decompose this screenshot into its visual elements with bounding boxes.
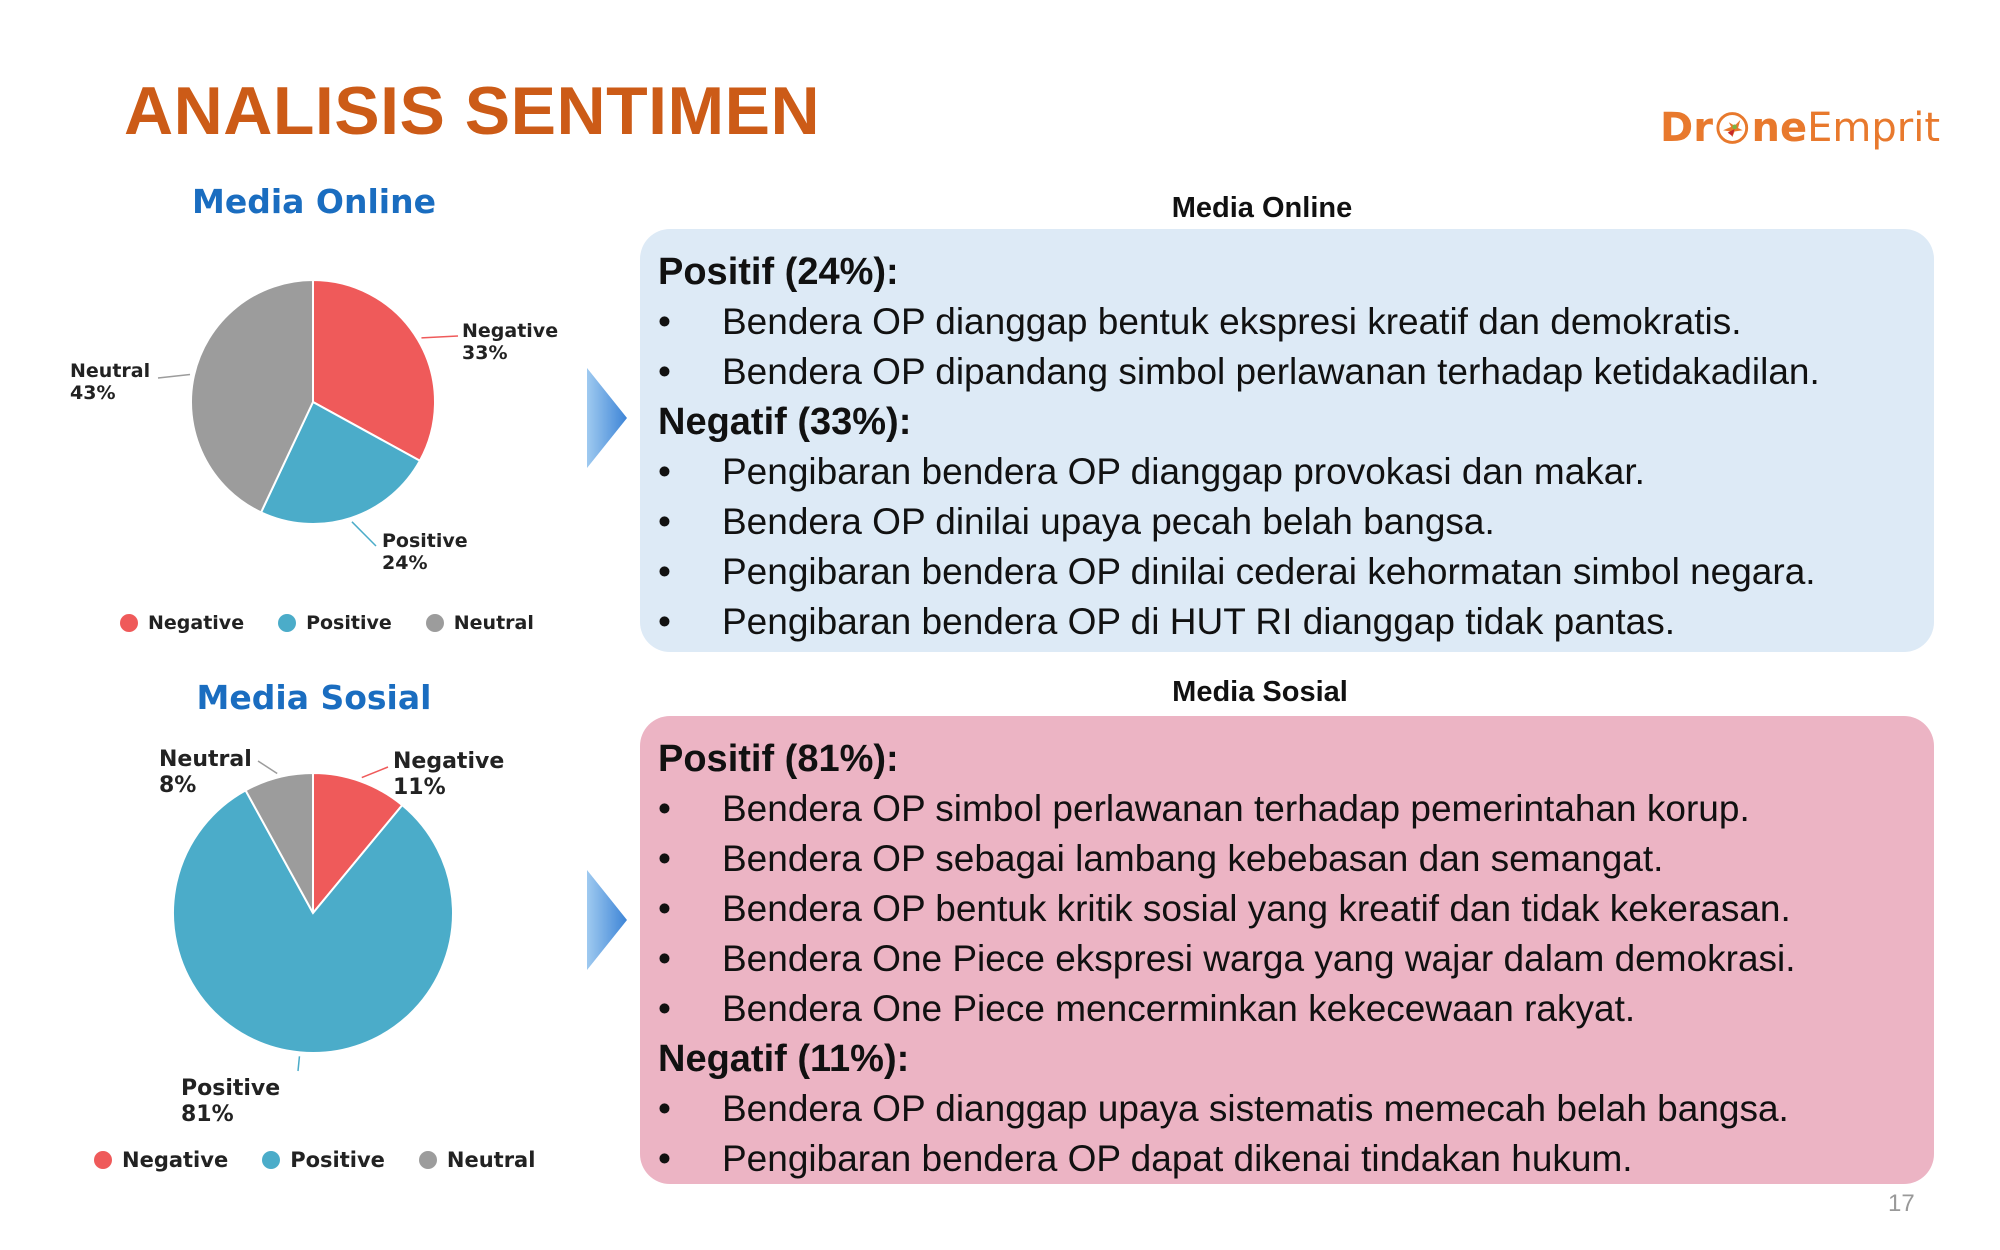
- chart-title-social: Media Sosial: [196, 678, 432, 717]
- summary-panel-social: [640, 716, 1934, 1184]
- list-item-text: Bendera OP dipandang simbol perlawanan terhadap ketidakadilan.: [722, 351, 1820, 392]
- legend-label-negative: Negative: [122, 1148, 229, 1172]
- bullet-icon: •: [658, 838, 671, 879]
- pie-chart-social: [0, 735, 600, 1127]
- slice-value-positive: 81%: [181, 1102, 234, 1127]
- list-item: [658, 447, 1914, 497]
- list-item: [658, 497, 1914, 547]
- list-item-text: Bendera OP sebagai lambang kebebasan dan semangat.: [722, 838, 1664, 879]
- leader-line-negative: [362, 767, 388, 778]
- list-item: [658, 1134, 1914, 1184]
- legend-item-negative: [94, 1148, 228, 1172]
- slice-value-negative: 11%: [393, 775, 446, 800]
- slice-value-positive: 24%: [382, 552, 428, 574]
- bullet-icon: •: [658, 351, 671, 392]
- list-item: [658, 784, 1914, 834]
- logo-text-part2: ne: [1751, 105, 1808, 151]
- chart-title-online: Media Online: [192, 182, 436, 221]
- list-item-text: Bendera One Piece mencerminkan kekecewaan rakyat.: [722, 988, 1636, 1029]
- negative-heading: Negatif (11%):: [658, 1038, 910, 1080]
- list-item: [658, 884, 1914, 934]
- legend-dot-negative: [120, 614, 138, 632]
- bullet-icon: •: [658, 788, 671, 829]
- bullet-icon: •: [658, 988, 671, 1029]
- list-item-text: Pengibaran bendera OP di HUT RI dianggap tidak pantas.: [722, 601, 1676, 642]
- bullet-icon: •: [658, 501, 671, 542]
- list-item-text: Pengibaran bendera OP dapat dikenai tindakan hukum.: [722, 1138, 1633, 1179]
- list-item-text: Bendera OP simbol perlawanan terhadap pemerintahan korup.: [722, 788, 1750, 829]
- legend-social: [94, 1148, 535, 1172]
- list-item-text: Bendera OP bentuk kritik sosial yang kreatif dan tidak kekerasan.: [722, 888, 1791, 929]
- slice-label-positive: Positive: [382, 530, 468, 552]
- bullet-icon: •: [658, 888, 671, 929]
- positive-heading: Positif (81%):: [658, 738, 899, 780]
- list-item-text: Pengibaran bendera OP dianggap provokasi dan makar.: [722, 451, 1645, 492]
- arrow-right-icon: [585, 868, 629, 972]
- legend-online: [120, 612, 534, 634]
- panel-heading-online: Media Online: [1171, 192, 1353, 224]
- legend-dot-neutral: [419, 1151, 437, 1169]
- slice-value-negative: 33%: [462, 342, 508, 364]
- list-item-text: Pengibaran bendera OP dinilai cederai kehormatan simbol negara.: [722, 551, 1816, 592]
- legend-label-neutral: Neutral: [446, 1148, 536, 1172]
- slice-label-negative: Negative: [462, 320, 559, 342]
- leader-line-neutral: [158, 375, 190, 378]
- summary-panel-online: [640, 229, 1934, 652]
- drone-emprit-logo: [1660, 88, 1940, 168]
- legend-dot-negative: [94, 1151, 112, 1169]
- legend-dot-positive: [262, 1151, 280, 1169]
- leader-line-positive: [298, 1056, 299, 1071]
- negative-heading: Negatif (33%):: [658, 401, 912, 443]
- slice-label-positive: Positive: [181, 1076, 281, 1101]
- pie-chart-online: [0, 240, 600, 580]
- slice-label-neutral: Neutral: [159, 747, 252, 772]
- bullet-icon: •: [658, 601, 671, 642]
- legend-item-positive: [278, 612, 392, 634]
- list-item: [658, 934, 1914, 984]
- slide-title: ANALISIS SENTIMEN: [124, 73, 821, 149]
- positive-heading: Positif (24%):: [658, 251, 899, 293]
- list-item: [658, 1084, 1914, 1134]
- bullet-icon: •: [658, 551, 671, 592]
- legend-label-positive: Positive: [290, 1148, 385, 1172]
- legend-label-neutral: Neutral: [453, 612, 534, 634]
- slice-label-negative: Negative: [393, 749, 505, 774]
- legend-label-negative: Negative: [148, 612, 245, 634]
- list-item-text: Bendera One Piece ekspresi warga yang wajar dalam demokrasi.: [722, 938, 1796, 979]
- bullet-icon: •: [658, 301, 671, 342]
- list-item: [658, 597, 1914, 647]
- list-item-text: Bendera OP dianggap bentuk ekspresi kreatif dan demokratis.: [722, 301, 1742, 342]
- list-item: [658, 984, 1914, 1034]
- logo-text-part3: Emprit: [1807, 105, 1940, 151]
- list-item: [658, 347, 1914, 397]
- bullet-icon: •: [658, 451, 671, 492]
- bullet-icon: •: [658, 1138, 671, 1179]
- bird-logo-icon: [1715, 98, 1750, 158]
- list-item: [658, 547, 1914, 597]
- list-item-text: Bendera OP dinilai upaya pecah belah bangsa.: [722, 501, 1495, 542]
- legend-item-neutral: [419, 1148, 536, 1172]
- legend-label-positive: Positive: [306, 612, 392, 634]
- legend-item-positive: [262, 1148, 385, 1172]
- legend-item-neutral: [426, 612, 534, 634]
- slice-value-neutral: 43%: [70, 382, 116, 404]
- list-item: [658, 297, 1914, 347]
- leader-line-neutral: [258, 761, 277, 774]
- list-item: [658, 834, 1914, 884]
- legend-dot-neutral: [426, 614, 444, 632]
- logo-text-part1: Dr: [1660, 105, 1713, 151]
- panel-heading-social: Media Sosial: [1172, 676, 1348, 708]
- legend-dot-positive: [278, 614, 296, 632]
- bullet-icon: •: [658, 1088, 671, 1129]
- leader-line-negative: [421, 336, 458, 338]
- slice-label-neutral: Neutral: [70, 360, 151, 382]
- slice-value-neutral: 8%: [159, 773, 197, 798]
- leader-line-positive: [352, 522, 376, 546]
- page-number: 17: [1888, 1190, 1915, 1217]
- bullet-icon: •: [658, 938, 671, 979]
- legend-item-negative: [120, 612, 244, 634]
- list-item-text: Bendera OP dianggap upaya sistematis memecah belah bangsa.: [722, 1088, 1789, 1129]
- arrow-right-icon: [585, 366, 629, 470]
